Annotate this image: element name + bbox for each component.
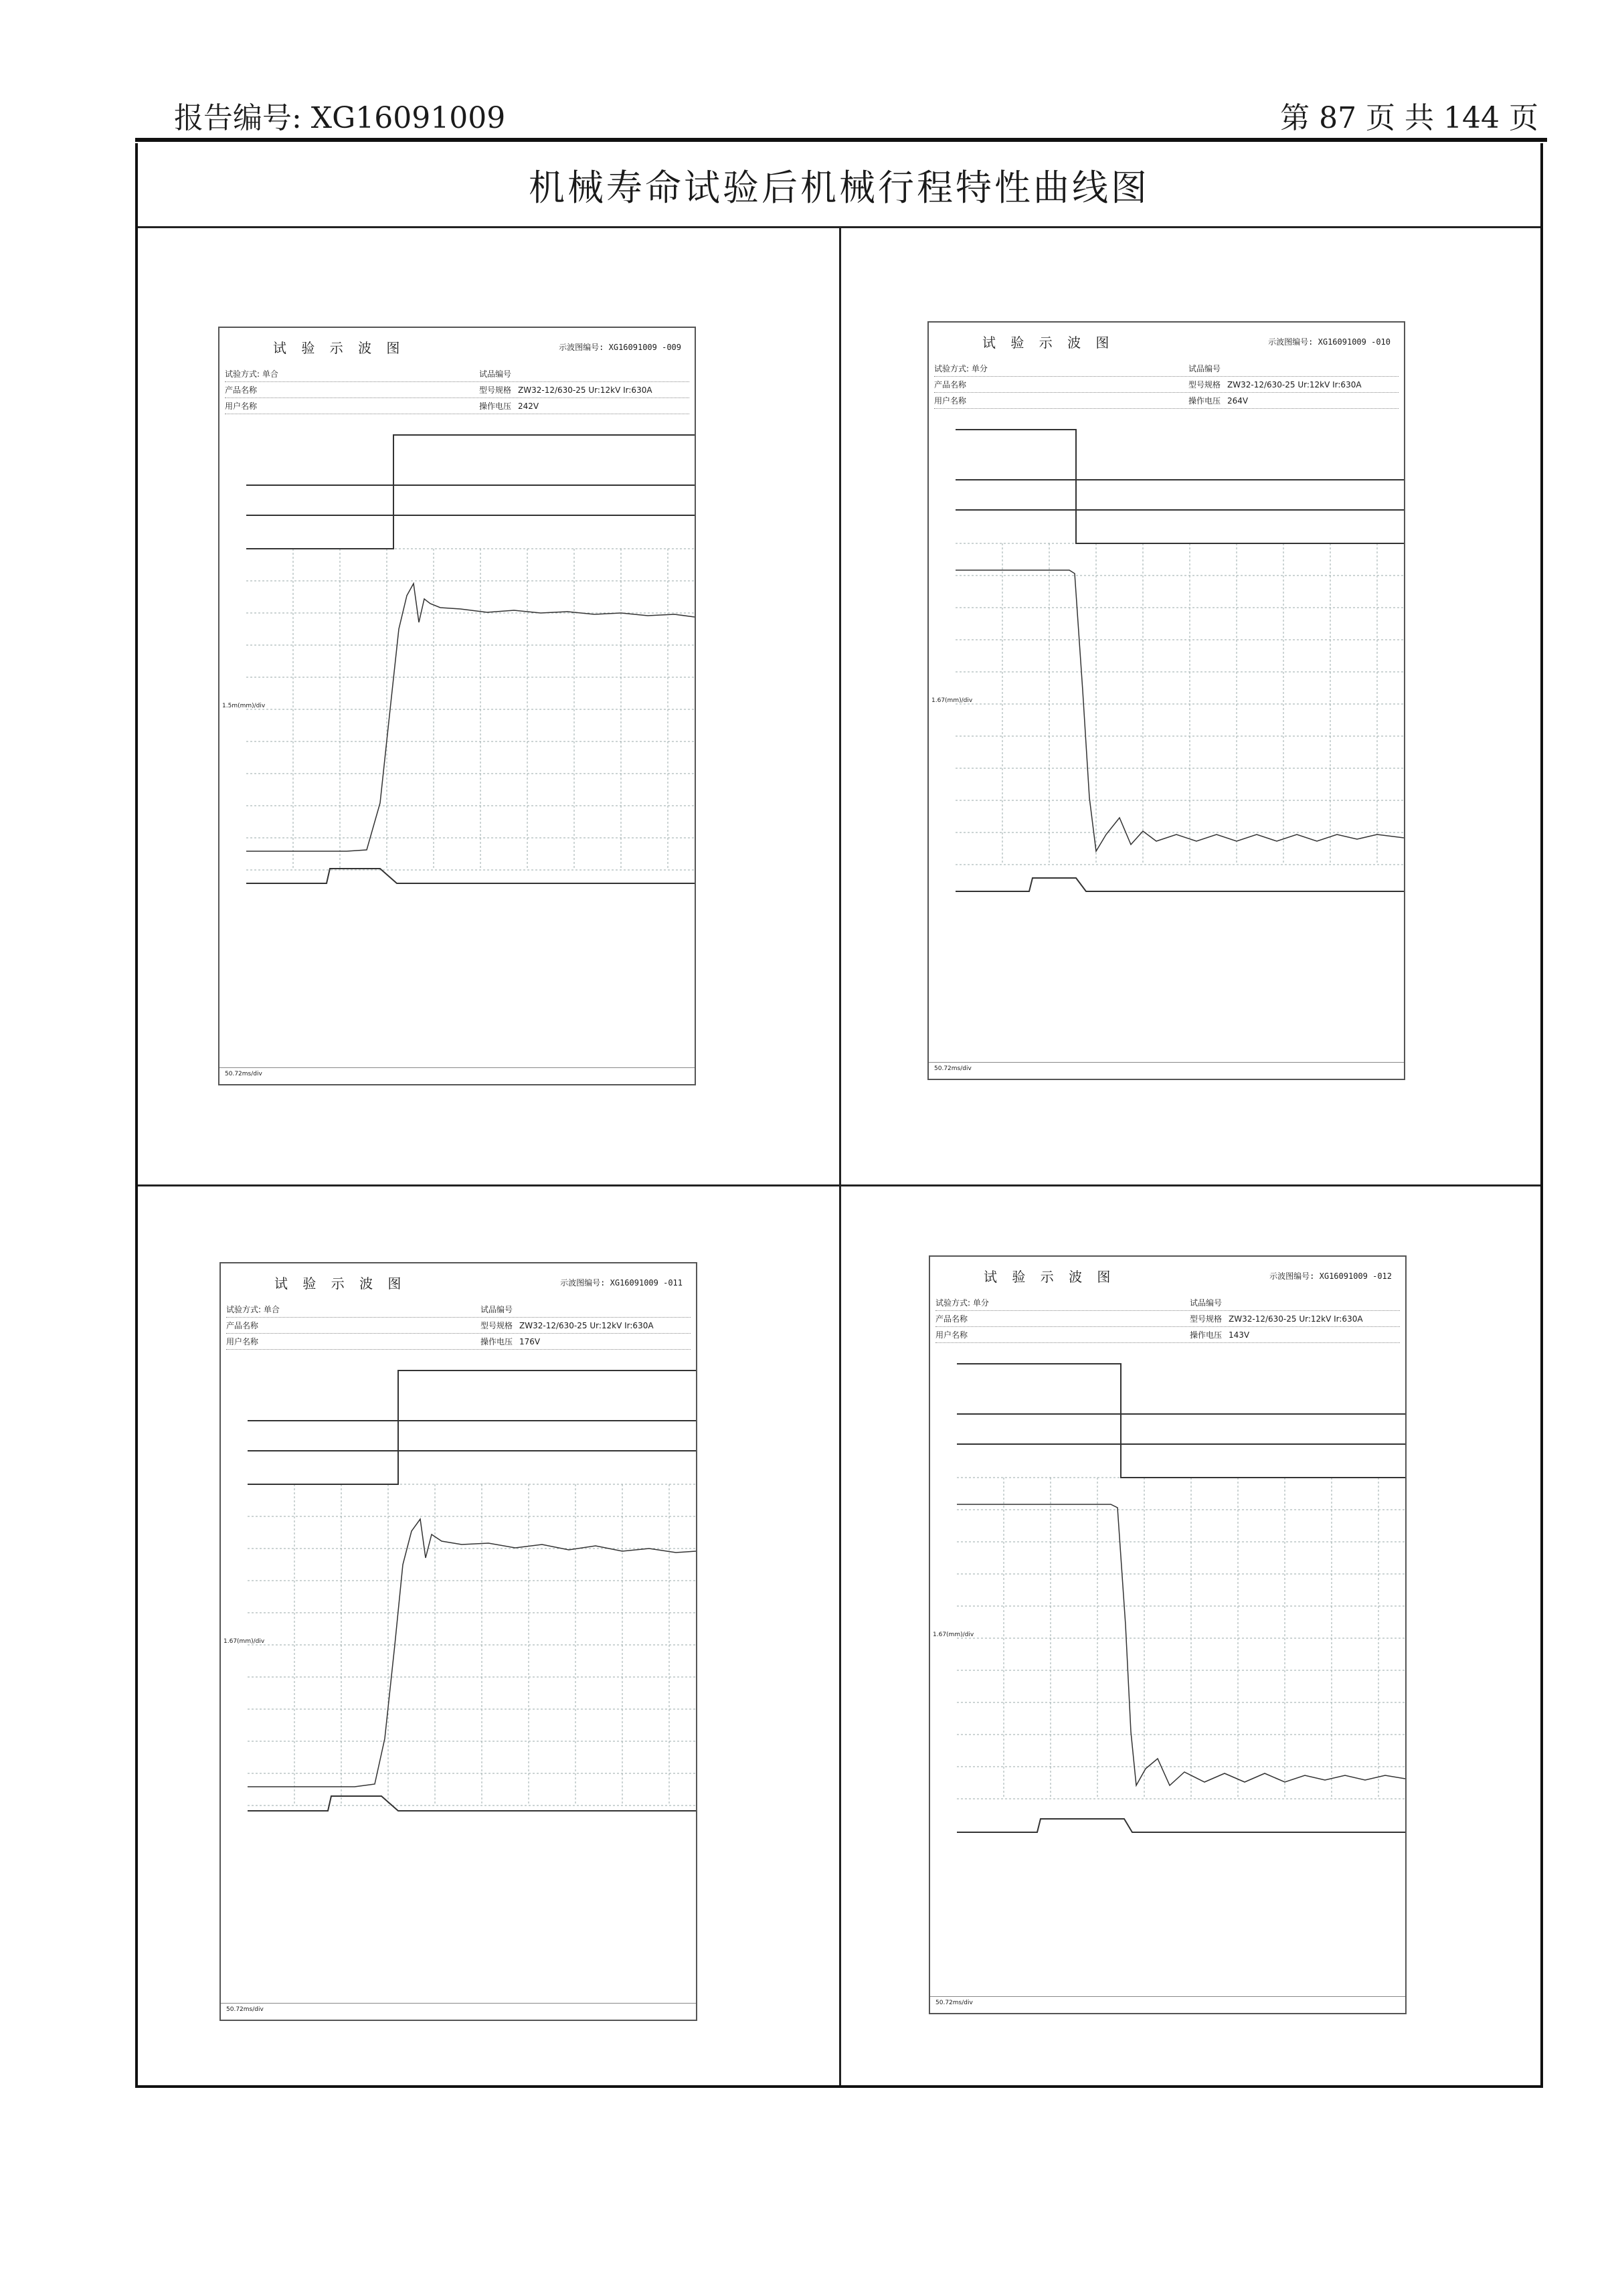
time-scale: 50.72ms/div — [934, 1065, 972, 1072]
product-label: 产品名称 — [935, 1314, 968, 1324]
footer-line — [930, 1996, 1405, 1997]
vertical-scale: 1.5m(mm)/div — [222, 703, 266, 709]
test-method-label: 试验方式: — [226, 1305, 262, 1314]
oscillogram-panel-1 — [218, 327, 696, 1085]
voltage-value: 176V — [519, 1337, 541, 1346]
test-method-label: 试验方式: — [934, 364, 970, 373]
signal-traces — [957, 1364, 1405, 1832]
header-rule — [135, 138, 1547, 142]
model-label: 型号规格 — [1190, 1314, 1223, 1324]
model-value: ZW32-12/630-25 Ur:12kV Ir:630A — [519, 1321, 654, 1330]
voltage-value: 264V — [1227, 396, 1249, 406]
time-scale: 50.72ms/div — [225, 1071, 262, 1077]
voltage-label: 操作电压 — [1188, 396, 1221, 406]
info-block — [225, 365, 689, 430]
column-divider — [839, 226, 841, 2085]
signal-traces — [956, 430, 1404, 891]
travel-curve — [246, 584, 695, 851]
sample-no-label: 试品编号 — [1190, 1298, 1223, 1308]
model-value: ZW32-12/630-25 Ur:12kV Ir:630A — [518, 385, 652, 395]
panel-heading: 试 验 示 波 图 — [982, 335, 1115, 351]
panel-heading: 试 验 示 波 图 — [273, 340, 406, 356]
model-label: 型号规格 — [1188, 380, 1221, 389]
sample-no-label: 试品编号 — [480, 1305, 513, 1314]
panel-heading: 试 验 示 波 图 — [984, 1269, 1116, 1285]
info-block — [935, 1294, 1400, 1358]
model-value: ZW32-12/630-25 Ur:12kV Ir:630A — [1229, 1314, 1363, 1324]
page-number: 第 87 页 共 144 页 — [1280, 101, 1538, 135]
travel-curve — [957, 1504, 1405, 1785]
product-label: 产品名称 — [934, 380, 967, 389]
grid — [956, 543, 1404, 865]
voltage-label: 操作电压 — [1190, 1330, 1223, 1340]
test-method-value: 单合 — [262, 369, 278, 379]
row-divider — [138, 1184, 1540, 1186]
model-value: ZW32-12/630-25 Ur:12kV Ir:630A — [1227, 380, 1362, 389]
vertical-scale: 1.67(mm)/div — [933, 1631, 974, 1638]
panel-heading: 试 验 示 波 图 — [274, 1275, 407, 1292]
grid — [957, 1478, 1405, 1799]
oscillogram-trace — [956, 423, 1404, 985]
vertical-scale: 1.67(mm)/div — [223, 1638, 265, 1645]
travel-curve — [248, 1519, 696, 1787]
info-block — [934, 360, 1399, 424]
signal-traces — [248, 1371, 696, 1811]
test-method-value: 单分 — [971, 364, 988, 373]
footer-line — [219, 1067, 695, 1068]
info-block — [226, 1301, 691, 1365]
model-label: 型号规格 — [479, 385, 512, 395]
sample-no-label: 试品编号 — [479, 369, 512, 379]
signal-traces — [246, 435, 695, 883]
model-label: 型号规格 — [480, 1321, 513, 1330]
oscillogram-trace — [246, 428, 695, 990]
product-label: 产品名称 — [225, 385, 258, 395]
voltage-label: 操作电压 — [480, 1337, 513, 1346]
oscillogram-number: 示波图编号: XG16091009 -012 — [1269, 1271, 1392, 1281]
figure-title-row — [138, 143, 1540, 228]
user-label: 用户名称 — [226, 1337, 259, 1346]
oscillogram-panel-3 — [219, 1262, 697, 2021]
footer-line — [221, 2003, 696, 2004]
oscillogram-number: 示波图编号: XG16091009 -009 — [559, 343, 681, 352]
test-method-value: 单合 — [263, 1305, 280, 1314]
oscillogram-panel-2 — [927, 321, 1405, 1080]
user-label: 用户名称 — [225, 402, 258, 411]
oscillogram-number: 示波图编号: XG16091009 -010 — [1268, 337, 1391, 347]
time-scale: 50.72ms/div — [226, 2006, 264, 2013]
test-method-value: 单分 — [972, 1298, 989, 1308]
user-label: 用户名称 — [934, 396, 967, 406]
grid — [246, 549, 695, 870]
figure-table — [135, 143, 1543, 2088]
oscillogram-number: 示波图编号: XG16091009 -011 — [560, 1278, 683, 1288]
voltage-label: 操作电压 — [479, 402, 512, 411]
vertical-scale: 1.67(mm)/div — [931, 697, 973, 704]
travel-curve — [956, 570, 1404, 851]
oscillogram-panel-4 — [929, 1255, 1407, 2014]
oscillogram-trace — [248, 1364, 696, 1926]
figure-title: 机械寿命试验后机械行程特性曲线图 — [529, 166, 1150, 209]
grid — [248, 1484, 696, 1805]
footer-line — [929, 1062, 1404, 1063]
test-method-label: 试验方式: — [225, 369, 260, 379]
user-label: 用户名称 — [935, 1330, 968, 1340]
sample-no-label: 试品编号 — [1188, 364, 1221, 373]
time-scale: 50.72ms/div — [935, 2000, 973, 2006]
voltage-value: 143V — [1229, 1330, 1250, 1340]
report-number: 报告编号: XG16091009 — [174, 101, 506, 135]
voltage-value: 242V — [518, 402, 539, 411]
oscillogram-trace — [957, 1357, 1405, 1919]
product-label: 产品名称 — [226, 1321, 259, 1330]
test-method-label: 试验方式: — [935, 1298, 971, 1308]
